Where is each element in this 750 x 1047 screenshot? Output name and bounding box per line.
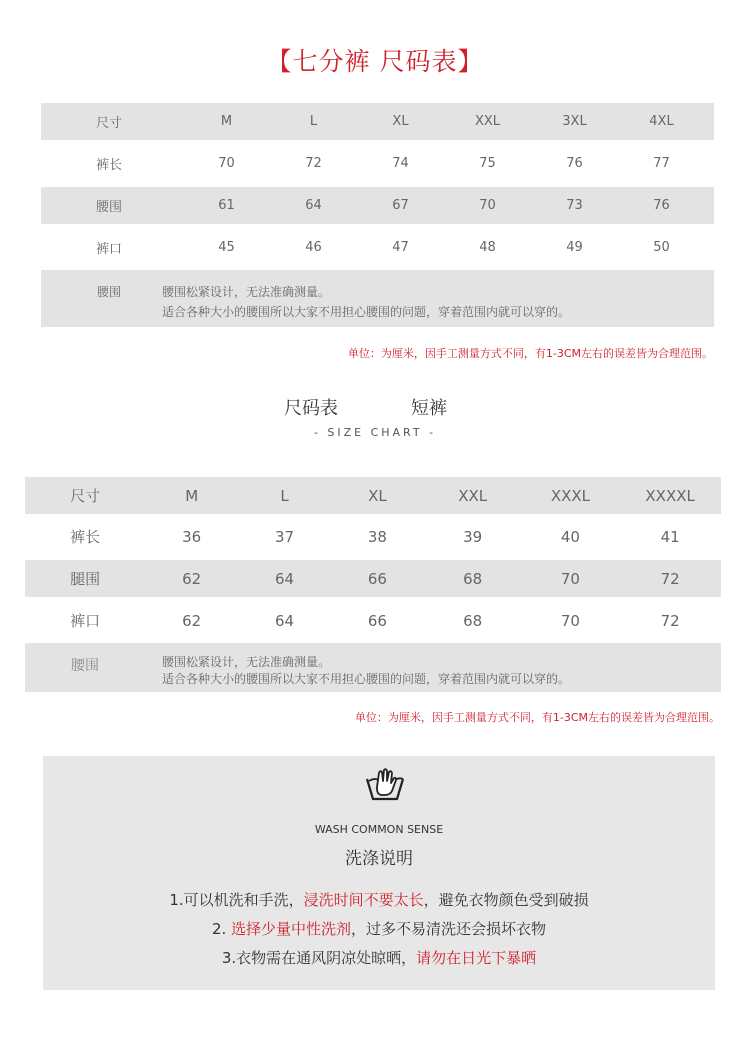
table-cell: 75 — [479, 156, 496, 171]
header-cell: XXXXL — [645, 486, 695, 505]
table-cell: 62 — [182, 611, 202, 630]
table-cell: 70 — [479, 198, 496, 213]
wash-line-2 — [43, 918, 715, 939]
table-cell: 67 — [392, 198, 409, 213]
header-cell: 4XL — [649, 114, 674, 129]
row-label: 裤口 — [70, 612, 101, 630]
table-cell: 72 — [305, 156, 322, 171]
shorts-header-row — [25, 477, 721, 514]
table-row — [41, 145, 714, 182]
row-label: 腿围 — [70, 570, 101, 588]
wash-line-3 — [43, 947, 715, 968]
shorts-title-name: 短裤 — [411, 398, 447, 419]
note-label: 腰围 — [97, 285, 122, 299]
table-cell: 72 — [660, 611, 680, 630]
table-cell: 36 — [182, 527, 202, 546]
wash-text: ，避免衣物颜色受到破损 — [423, 891, 589, 909]
header-cell: XXXL — [550, 486, 591, 505]
header-cell: M — [220, 114, 233, 129]
table-cell: 70 — [560, 611, 580, 630]
note-line: 适合各种大小的腰围所以大家不用担心腰围的问题，穿着范围内就可以穿的。 — [162, 305, 571, 319]
wash-title-cn: 洗涤说明 — [345, 849, 413, 869]
wash-text: 1.可以机洗和手洗， — [169, 891, 304, 909]
wash-highlight: 浸洗时间不要太长 — [303, 891, 424, 909]
wash-text: ，过多不易清洗还会损坏衣物 — [351, 920, 547, 938]
shorts-unit-note: 单位：为厘米，因手工测量方式不同，有1-3CM左右的误差皆为合理范围。 — [354, 711, 720, 724]
table-cell: 41 — [660, 527, 680, 546]
wash-line-1 — [43, 889, 715, 910]
table-cell: 38 — [367, 527, 387, 546]
table-cell: 74 — [392, 156, 409, 171]
table-cell: 46 — [305, 240, 322, 255]
table-cell: 48 — [479, 240, 496, 255]
header-cell: 尺寸 — [70, 487, 101, 505]
table-cell: 77 — [653, 156, 670, 171]
capri-waist-note — [41, 270, 714, 327]
note-line: 适合各种大小的腰围所以大家不用担心腰围的问题，穿着范围内就可以穿的。 — [162, 672, 571, 686]
size-chart-subtitle: - SIZE CHART - — [313, 426, 437, 439]
note-line: 腰围松紧设计，无法准确测量。 — [162, 285, 331, 299]
table-cell: 66 — [367, 569, 387, 588]
table-cell: 76 — [566, 156, 583, 171]
table-cell: 40 — [560, 527, 580, 546]
capri-header-row — [41, 103, 714, 140]
table-row — [25, 602, 721, 639]
shorts-waist-note — [25, 643, 721, 692]
wash-title-en: WASH COMMON SENSE — [314, 823, 444, 836]
table-cell: 39 — [463, 527, 483, 546]
table-cell: 76 — [653, 198, 670, 213]
header-cell: L — [280, 486, 289, 505]
table-cell: 66 — [367, 611, 387, 630]
header-cell: XL — [392, 114, 409, 129]
note-line: 腰围松紧设计，无法准确测量。 — [162, 655, 331, 669]
wash-text: 2. — [211, 920, 232, 938]
table-row — [25, 560, 721, 597]
table-cell: 50 — [653, 240, 670, 255]
table-cell: 64 — [274, 611, 295, 630]
row-label: 裤长 — [70, 528, 101, 546]
table-cell: 37 — [274, 527, 295, 546]
table-cell: 64 — [305, 198, 322, 213]
wash-highlight: 选择少量中性洗剂 — [231, 920, 352, 938]
header-cell: M — [185, 486, 199, 505]
table-row — [25, 518, 721, 555]
note-label: 腰围 — [71, 658, 99, 674]
wash-highlight: 请勿在日光下暴晒 — [416, 949, 537, 967]
wash-instructions-panel — [43, 756, 715, 990]
header-cell: L — [309, 114, 318, 129]
header-cell: XXL — [474, 114, 501, 129]
row-label: 腰围 — [96, 200, 123, 215]
header-cell: 尺寸 — [96, 116, 123, 131]
capri-unit-note: 单位：为厘米，因手工测量方式不同，有1-3CM左右的误差皆为合理范围。 — [347, 347, 713, 360]
table-cell: 62 — [182, 569, 202, 588]
row-label: 裤长 — [96, 158, 123, 173]
wash-text: 3.衣物需在通风阴凉处晾晒， — [221, 949, 417, 967]
capri-size-title: 【七分裤 尺码表】 — [266, 47, 484, 76]
table-cell: 72 — [660, 569, 680, 588]
table-cell: 68 — [463, 611, 483, 630]
table-cell: 64 — [274, 569, 295, 588]
table-cell: 73 — [566, 198, 583, 213]
table-row — [41, 229, 714, 266]
table-cell: 70 — [218, 156, 235, 171]
header-cell: 3XL — [562, 114, 587, 129]
table-cell: 61 — [218, 198, 235, 213]
table-cell: 49 — [566, 240, 583, 255]
table-cell: 45 — [218, 240, 235, 255]
row-label: 裤口 — [96, 242, 123, 257]
header-cell: XXL — [458, 486, 488, 505]
table-cell: 70 — [560, 569, 580, 588]
header-cell: XL — [368, 486, 387, 505]
shorts-title-size: 尺码表 — [284, 398, 338, 419]
table-cell: 47 — [392, 240, 409, 255]
table-cell: 68 — [463, 569, 483, 588]
hand-wash-icon — [365, 767, 405, 801]
table-row — [41, 187, 714, 224]
